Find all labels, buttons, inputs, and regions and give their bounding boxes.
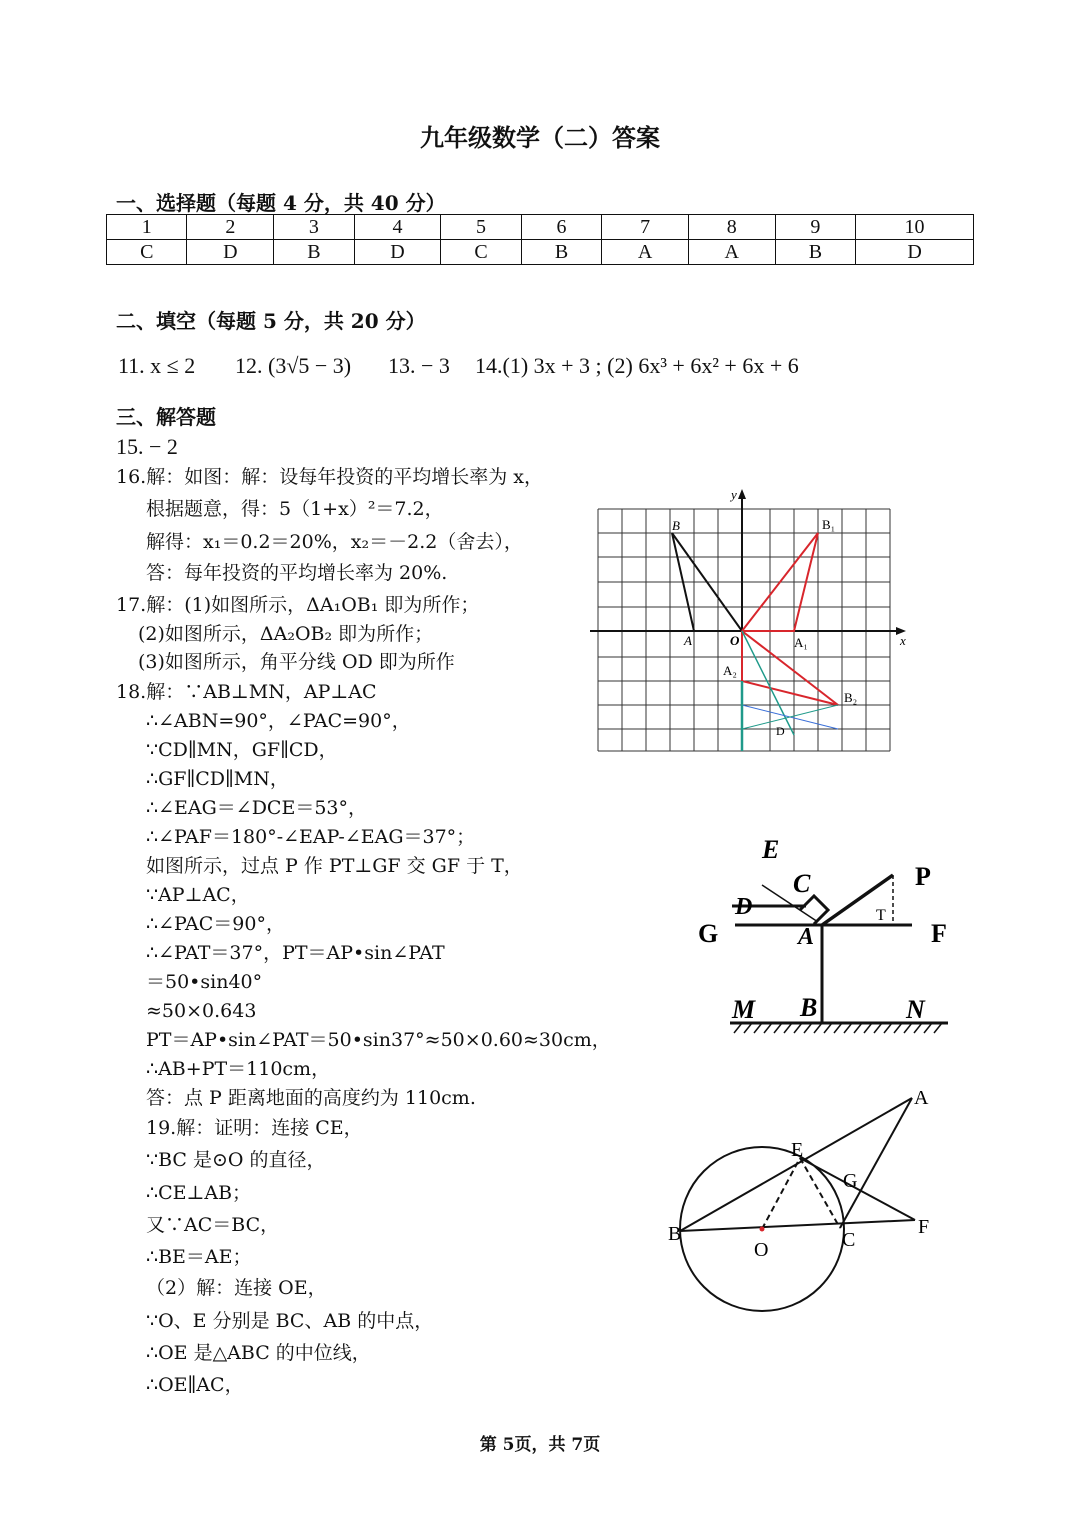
q18-line: ∴∠PAT＝37°，PT＝AP•sin∠PAT — [146, 942, 445, 964]
section3-heading: 三、解答题 — [116, 405, 216, 429]
label-O: O — [730, 633, 740, 648]
answer-11: 11. x ≤ 2 — [118, 353, 196, 378]
line-BF — [680, 1220, 915, 1231]
table-cell: 5 — [441, 215, 521, 240]
q18-line: ∴∠EAG＝∠DCE＝53°， — [146, 797, 368, 819]
q18-line: ∴AB+PT＝110cm， — [146, 1058, 331, 1080]
grid-figure — [580, 485, 920, 760]
table-cell: D — [856, 240, 974, 265]
q19-line: ∴BE＝AE； — [146, 1246, 252, 1268]
table-cell: 6 — [521, 215, 601, 240]
q18-line: 如图所示，过点 P 作 PT⊥GF 交 GF 于 T， — [146, 855, 523, 877]
q18-line: 答：点 P 距离地面的高度约为 110cm. — [146, 1087, 476, 1109]
q18-line: ∵AP⊥AC， — [146, 884, 250, 906]
q17-line: (2)如图所示，ΔA₂OB₂ 即为所作； — [138, 623, 434, 645]
section2-heading: 二、填空（每题 5 分，共 20 分） — [116, 309, 426, 333]
center-dot — [760, 1227, 765, 1232]
q19-line: ∴OE 是△ABC 的中位线， — [146, 1342, 371, 1364]
label-A: A — [914, 1087, 929, 1109]
label-B: B — [668, 1223, 682, 1245]
table-cell: 2 — [187, 215, 274, 240]
label-A1: A₁ — [794, 635, 808, 650]
q16-line: 解得：x₁＝0.2＝20%，x₂＝－2.2（舍去）， — [146, 531, 523, 553]
circle-figure — [660, 1080, 960, 1320]
answer-13: 13. − 3 — [388, 353, 450, 378]
q18-line: ≈50×0.643 — [146, 1000, 257, 1022]
label-F: F — [931, 919, 947, 948]
q19-line: ∵BC 是⊙O 的直径， — [146, 1149, 326, 1171]
q18-line: ∴GF∥CD∥MN， — [146, 768, 289, 790]
label-G: G — [843, 1170, 858, 1192]
answer-table-number-row — [107, 215, 974, 240]
q18-line: ∴∠PAC＝90°， — [146, 913, 285, 935]
q18-line: ＝50•sin40° — [146, 971, 263, 993]
table-cell: B — [274, 240, 354, 265]
label-C: C — [842, 1229, 856, 1251]
answer-15: 15. − 2 — [116, 434, 178, 459]
q17-line: 17.解：(1)如图所示，ΔA₁OB₁ 即为所作； — [116, 594, 480, 616]
label-E: E — [791, 1139, 804, 1161]
label-D: D — [735, 894, 753, 920]
table-cell: 9 — [775, 215, 855, 240]
label-A: A — [684, 633, 692, 648]
q19-line: ∴OE∥AC， — [146, 1374, 244, 1396]
y-axis-label: y — [731, 487, 737, 502]
section1-heading: 一、选择题（每题 4 分，共 40 分） — [116, 191, 446, 215]
table-cell: 1 — [107, 215, 187, 240]
label-B: B — [800, 993, 818, 1022]
q19-line: 又∵AC＝BC， — [146, 1214, 280, 1236]
q18-line: ∴∠PAF＝180°-∠EAP-∠EAG＝37°； — [146, 826, 476, 848]
label-A: A — [798, 924, 815, 950]
q18-line: ∴∠ABN=90°，∠PAC=90°， — [146, 710, 411, 732]
q19-line: ∵O、E 分别是 BC、AB 的中点， — [146, 1310, 434, 1332]
answer-table-answer-row — [107, 240, 974, 265]
table-cell: 3 — [274, 215, 354, 240]
q19-line: 19.解：证明：连接 CE， — [146, 1117, 363, 1139]
table-cell: B — [521, 240, 601, 265]
label-C: C — [793, 869, 811, 898]
q17-line: (3)如图所示，角平分线 OD 即为所作 — [138, 651, 455, 673]
label-F: F — [918, 1216, 930, 1238]
answer-12: 12. (3√5 − 3) — [235, 353, 352, 378]
label-N: N — [906, 995, 925, 1024]
line-OE — [762, 1158, 800, 1229]
label-B1: B₁ — [822, 517, 836, 532]
q18-line: ∵CD∥MN，GF∥CD， — [146, 739, 338, 761]
page-footer: 第 5页，共 7页 — [479, 1435, 601, 1455]
answer-table — [106, 214, 974, 265]
label-O: O — [754, 1239, 769, 1261]
page-title: 九年级数学（二）答案 — [420, 123, 660, 152]
table-cell: B — [775, 240, 855, 265]
table-cell: 7 — [602, 215, 689, 240]
table-cell: A — [688, 240, 775, 265]
table-cell: A — [602, 240, 689, 265]
stand-figure — [690, 830, 960, 1040]
label-P: P — [915, 862, 931, 891]
label-G: G — [698, 919, 719, 948]
label-E: E — [762, 835, 780, 864]
label-M: M — [732, 995, 756, 1024]
triangle-A2OB2 — [742, 631, 838, 705]
q18-line: PT＝AP•sin∠PAT＝50•sin37°≈50×0.60≈30cm， — [146, 1029, 611, 1051]
table-cell: 4 — [354, 215, 441, 240]
table-cell: 8 — [688, 215, 775, 240]
answer-14: 14.(1) 3x + 3 ; (2) 6x³ + 6x² + 6x + 6 — [475, 353, 799, 378]
label-D: D — [776, 724, 785, 738]
table-cell: D — [354, 240, 441, 265]
q16-line: 16.解：如图：解：设每年投资的平均增长率为 x， — [116, 466, 543, 488]
q16-line: 答：每年投资的平均增长率为 20%. — [146, 562, 448, 584]
q16-line: 根据题意，得：5（1+x）²＝7.2， — [146, 498, 444, 520]
label-B2: B₂ — [844, 690, 858, 705]
q18-line: 18.解：∵AB⊥MN，AP⊥AC — [116, 681, 377, 703]
table-cell: D — [187, 240, 274, 265]
table-cell: C — [441, 240, 521, 265]
table-cell: 10 — [856, 215, 974, 240]
label-A2: A₂ — [723, 663, 737, 678]
x-axis-label: x — [900, 633, 906, 648]
q19-line: （2）解：连接 OE， — [146, 1277, 327, 1299]
label-B: B — [672, 518, 680, 533]
y-axis-arrow-icon — [738, 489, 746, 499]
q19-line: ∴CE⊥AB； — [146, 1182, 252, 1204]
table-cell: C — [107, 240, 187, 265]
label-T: T — [876, 907, 886, 924]
